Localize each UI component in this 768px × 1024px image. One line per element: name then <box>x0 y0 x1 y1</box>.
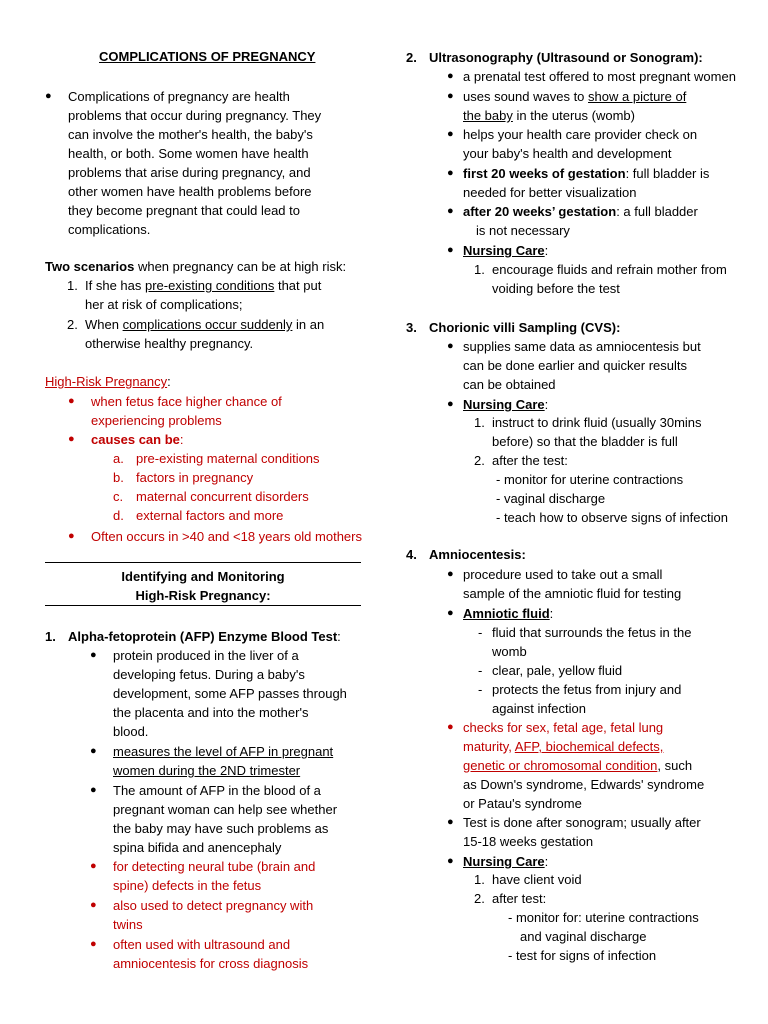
cvs-dash-item: - monitor for uterine contractions <box>496 472 684 487</box>
amnio-checks: as Down's syndrome, Edwards' syndrome <box>463 777 705 792</box>
nursing-care-label: Nursing Care <box>463 854 545 869</box>
afp-item: measures the level of AFP in pregnant <box>113 744 334 759</box>
amnio-checks-post: , such <box>657 758 693 773</box>
us-item-rest: : a full bladder <box>616 204 698 219</box>
afp-item: also used to detect pregnancy with <box>113 898 314 913</box>
intro-line: complications. <box>68 222 151 237</box>
nursing-care-colon: : <box>544 243 549 258</box>
causes-colon: : <box>179 432 184 447</box>
cvs-nc-item: after the test: <box>492 453 568 468</box>
amnio-checks-underlined: AFP, biochemical defects, <box>514 739 664 754</box>
us-item: is not necessary <box>476 223 570 238</box>
amnio-item: 15-18 weeks gestation <box>463 834 594 849</box>
amnio-nursing-care <box>463 852 548 871</box>
dash-marker: - <box>478 663 483 678</box>
high-risk-heading <box>45 372 171 391</box>
amnio-dash-item: - monitor for: uterine contractions <box>508 910 699 925</box>
dash-marker: - <box>478 682 483 697</box>
scenarios-bold: Two scenarios <box>45 259 135 274</box>
intro-line: health, or both. Some women have health <box>68 146 309 161</box>
cvs-nc-item: instruct to drink fluid (usually 30mins <box>492 415 702 430</box>
bullet-icon: ● <box>447 167 454 179</box>
us-item-bold: first 20 weeks of gestation <box>463 166 626 181</box>
cvs-nc-number: 1. <box>474 415 485 430</box>
us-item: your baby's health and development <box>463 146 672 161</box>
amnio-nc-item: have client void <box>492 872 582 887</box>
amniotic-fluid-colon: : <box>549 606 554 621</box>
amnio-checks: checks for sex, fetal age, fetal lung <box>463 720 664 735</box>
scenario-2 <box>85 315 324 334</box>
section-heading: High-Risk Pregnancy: <box>135 588 271 603</box>
bullet-icon: ● <box>90 649 97 661</box>
amnio-nc-number: 2. <box>474 891 485 906</box>
us-nc-item: encourage fluids and refrain mother from <box>492 262 727 277</box>
amnio-item: sample of the amniotic fluid for testing <box>463 586 682 601</box>
scenario-2-cont: otherwise healthy pregnancy. <box>85 336 254 351</box>
bullet-icon: ● <box>90 745 97 757</box>
cause-item: factors in pregnancy <box>136 470 254 485</box>
amniotic-fluid-item: against infection <box>492 701 586 716</box>
scenarios-rest: when pregnancy can be at high risk: <box>134 259 347 274</box>
scenario-1-underlined: pre-existing conditions <box>144 278 275 293</box>
us-item-pre: uses sound waves to <box>463 89 589 104</box>
scenario-1-post: that put <box>274 278 322 293</box>
us-item: needed for better visualization <box>463 185 637 200</box>
amnio-dash-item: - test for signs of infection <box>508 948 657 963</box>
scenario-1 <box>85 276 321 295</box>
amnio-nc-number: 1. <box>474 872 485 887</box>
high-risk-colon: : <box>167 374 171 389</box>
high-risk-item: when fetus face higher chance of <box>91 394 282 409</box>
bullet-icon: ● <box>90 938 97 950</box>
us-item-rest: : full bladder is <box>625 166 710 181</box>
intro-line: problems that arise during pregnancy, and <box>68 165 311 180</box>
bullet-icon: ● <box>68 395 75 407</box>
intro-line: Complications of pregnancy are health <box>68 89 290 104</box>
amniotic-fluid-item: fluid that surrounds the fetus in the <box>492 625 692 640</box>
amnio-title: Amniocentesis: <box>429 547 526 562</box>
afp-item: developing fetus. During a baby's <box>113 667 305 682</box>
bullet-icon: ● <box>447 568 454 580</box>
bullet-icon: ● <box>447 244 454 256</box>
us-item: a prenatal test offered to most pregnant women <box>463 69 736 84</box>
amniotic-fluid-item: protects the fetus from injury and <box>492 682 682 697</box>
bullet-icon: ● <box>90 784 97 796</box>
amnio-checks-underlined: genetic or chromosomal condition <box>463 758 658 773</box>
bullet-icon: ● <box>447 340 454 352</box>
afp-heading <box>68 627 341 646</box>
bullet-icon: ● <box>447 205 454 217</box>
scenario-number: 1. <box>67 278 78 293</box>
cause-letter: b. <box>113 470 124 485</box>
bullet-icon: ● <box>447 128 454 140</box>
amnio-item: procedure used to take out a small <box>463 567 663 582</box>
afp-item: often used with ultrasound and <box>113 937 291 952</box>
intro-line: they become pregnant that could lead to <box>68 203 300 218</box>
us-item <box>463 202 698 221</box>
bullet-icon: ● <box>68 433 75 445</box>
us-item-underlined: the baby <box>463 108 513 123</box>
scenario-2-post: in an <box>292 317 325 332</box>
high-risk-heading-text: High-Risk Pregnancy <box>45 374 168 389</box>
afp-item: blood. <box>113 724 149 739</box>
cvs-title: Chorionic villi Sampling (CVS): <box>429 320 621 335</box>
cause-item: pre-existing maternal conditions <box>136 451 320 466</box>
cvs-dash-item: - vaginal discharge <box>496 491 606 506</box>
us-nursing-care <box>463 241 548 260</box>
afp-item: the baby may have such problems as <box>113 821 329 836</box>
bullet-icon: ● <box>447 816 454 828</box>
us-item <box>463 106 635 125</box>
amniotic-fluid-item: womb <box>492 644 527 659</box>
amnio-checks <box>463 756 692 775</box>
amnio-item: Test is done after sonogram; usually after <box>463 815 701 830</box>
bullet-icon: ● <box>447 607 454 619</box>
us-item: helps your health care provider check on <box>463 127 698 142</box>
nursing-care-label: Nursing Care <box>463 397 545 412</box>
nursing-care-label: Nursing Care <box>463 243 545 258</box>
us-item-post: in the uterus (womb) <box>512 108 635 123</box>
afp-item: twins <box>113 917 143 932</box>
cause-letter: a. <box>113 451 124 466</box>
high-risk-item: experiencing problems <box>91 413 222 428</box>
us-nc-number: 1. <box>474 262 485 277</box>
afp-item: for detecting neural tube (brain and <box>113 859 316 874</box>
us-nc-item: voiding before the test <box>492 281 620 296</box>
cvs-item: can be done earlier and quicker results <box>463 358 688 373</box>
bullet-icon: ● <box>90 860 97 872</box>
amniotic-fluid-label: Amniotic fluid <box>463 606 550 621</box>
page-title: COMPLICATIONS OF PREGNANCY <box>99 49 316 64</box>
afp-item: women during the 2ND trimester <box>113 763 301 778</box>
amnio-nc-item: after test: <box>492 891 547 906</box>
divider <box>45 562 361 563</box>
nursing-care-colon: : <box>544 854 549 869</box>
amnio-checks: or Patau's syndrome <box>463 796 582 811</box>
intro-line: problems that occur during pregnancy. They <box>68 108 322 123</box>
amnio-checks <box>463 737 663 756</box>
afp-item: the placenta and into the mother's <box>113 705 309 720</box>
cvs-item: supplies same data as amniocentesis but <box>463 339 701 354</box>
bullet-icon: ● <box>447 70 454 82</box>
dash-marker: - <box>478 625 483 640</box>
us-item-bold: after 20 weeks’ gestation <box>463 204 617 219</box>
afp-title: Alpha-fetoprotein (AFP) Enzyme Blood Test <box>68 629 338 644</box>
amniotic-fluid-heading <box>463 604 553 623</box>
bullet-icon: ● <box>447 398 454 410</box>
bullet-icon: ● <box>68 530 75 542</box>
us-item <box>463 87 686 106</box>
nursing-care-colon: : <box>544 397 549 412</box>
bullet-icon: ● <box>45 90 52 102</box>
cause-item: external factors and more <box>136 508 284 523</box>
afp-item: spina bifida and anencephaly <box>113 840 282 855</box>
afp-item: development, some AFP passes through <box>113 686 347 701</box>
afp-item: The amount of AFP in the blood of a <box>113 783 321 798</box>
scenarios-heading <box>45 257 346 276</box>
causes-label: causes can be <box>91 432 180 447</box>
afp-item: protein produced in the liver of a <box>113 648 299 663</box>
afp-item: spine) defects in the fetus <box>113 878 262 893</box>
us-item-underlined: show a picture of <box>588 89 687 104</box>
afp-item: amniocentesis for cross diagnosis <box>113 956 309 971</box>
amniotic-fluid-item: clear, pale, yellow fluid <box>492 663 623 678</box>
afp-number: 1. <box>45 629 56 644</box>
us-title: Ultrasonography (Ultrasound or Sonogram): <box>429 50 703 65</box>
amnio-number: 4. <box>406 547 417 562</box>
bullet-icon: ● <box>447 721 454 733</box>
bullet-icon: ● <box>447 90 454 102</box>
us-item <box>463 164 709 183</box>
cvs-number: 3. <box>406 320 417 335</box>
cause-letter: c. <box>113 489 124 504</box>
section-heading: Identifying and Monitoring <box>121 569 285 584</box>
us-number: 2. <box>406 50 417 65</box>
bullet-icon: ● <box>447 855 454 867</box>
amnio-dash-item: and vaginal discharge <box>520 929 647 944</box>
scenario-number: 2. <box>67 317 78 332</box>
cvs-nc-item: before) so that the bladder is full <box>492 434 678 449</box>
scenario-1-pre: If she has <box>85 278 145 293</box>
high-risk-item: Often occurs in >40 and <18 years old mothers <box>91 529 362 544</box>
amnio-checks-red: maturity, <box>463 739 515 754</box>
causes-heading <box>91 430 184 449</box>
afp-colon: : <box>337 629 341 644</box>
intro-line: other women have health problems before <box>68 184 312 199</box>
scenario-1-cont: her at risk of complications; <box>85 297 243 312</box>
divider <box>45 605 361 606</box>
afp-item: pregnant woman can help see whether <box>113 802 338 817</box>
intro-line: can involve the mother's health, the baby's <box>68 127 313 142</box>
cvs-nursing-care <box>463 395 548 414</box>
cause-item: maternal concurrent disorders <box>136 489 309 504</box>
cvs-nc-number: 2. <box>474 453 485 468</box>
cvs-item: can be obtained <box>463 377 556 392</box>
cause-letter: d. <box>113 508 124 523</box>
scenario-2-pre: When <box>85 317 123 332</box>
cvs-dash-item: - teach how to observe signs of infection <box>496 510 728 525</box>
bullet-icon: ● <box>90 899 97 911</box>
scenario-2-underlined: complications occur suddenly <box>122 317 293 332</box>
